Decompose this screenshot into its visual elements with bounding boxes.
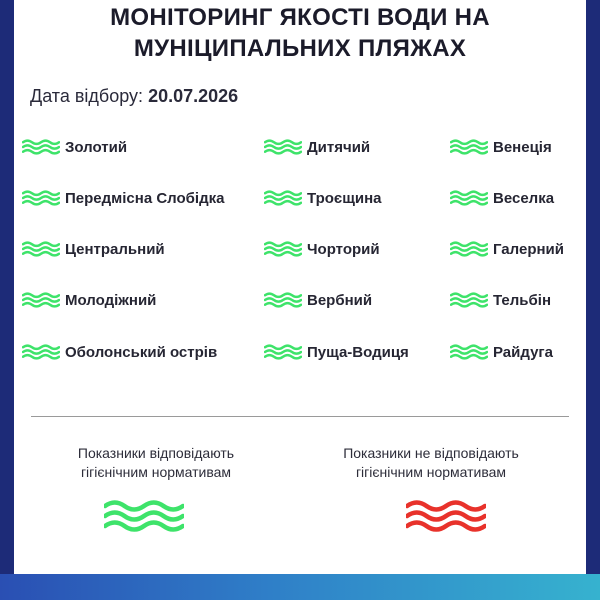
beach-name: Дитячий — [307, 138, 371, 156]
beach-name: Золотий — [65, 138, 128, 156]
legend-noncompliant-text — [296, 444, 566, 482]
beach-item — [450, 135, 552, 159]
green-water-waves-icon — [22, 342, 60, 362]
legend-compliant-line-2: гігієнічним нормативам — [80, 464, 232, 480]
beach-name: Райдуга — [493, 343, 554, 361]
beach-name: Центральний — [65, 240, 165, 258]
beach-name: Оболонський острів — [65, 343, 218, 361]
beach-item — [264, 135, 370, 159]
green-water-waves-icon — [264, 342, 302, 362]
green-water-waves-icon — [450, 290, 488, 310]
beach-name: Передмісна Слобідка — [65, 189, 225, 207]
monitoring-card — [14, 0, 586, 574]
beach-name: Вербний — [307, 291, 373, 309]
beach-item — [450, 340, 553, 364]
bottom-gradient-band — [0, 574, 600, 600]
legend-compliant-line-1: Показники відповідають — [77, 445, 235, 461]
red-water-waves-icon — [406, 496, 486, 536]
beach-name: Веселка — [493, 189, 555, 207]
beach-name: Венеція — [493, 138, 552, 156]
green-water-waves-icon — [22, 239, 60, 259]
beach-name: Троєщина — [307, 189, 382, 207]
beach-name: Чорторий — [307, 240, 380, 258]
beach-item — [22, 237, 165, 261]
green-water-waves-icon — [450, 239, 488, 259]
legend-compliant-text — [21, 444, 291, 482]
beach-item — [22, 288, 156, 312]
sampling-date — [30, 86, 238, 107]
beach-name: Галерний — [493, 240, 564, 258]
green-water-waves-icon — [264, 188, 302, 208]
green-water-waves-icon — [22, 188, 60, 208]
green-water-waves-icon — [22, 290, 60, 310]
beach-item — [22, 135, 127, 159]
green-water-waves-icon — [264, 137, 302, 157]
green-water-waves-icon — [104, 496, 184, 536]
beach-name: Молодіжний — [65, 291, 157, 309]
title-line-2: МУНІЦИПАЛЬНИХ ПЛЯЖАХ — [133, 35, 467, 62]
beach-name: Пуща-Водиця — [307, 343, 409, 361]
beach-item — [264, 237, 380, 261]
beach-item — [450, 288, 551, 312]
green-water-waves-icon — [450, 342, 488, 362]
beach-name: Тельбін — [493, 291, 552, 309]
green-water-waves-icon — [450, 188, 488, 208]
green-water-waves-icon — [264, 239, 302, 259]
left-frame — [0, 0, 14, 600]
divider — [31, 416, 569, 417]
beach-item — [22, 186, 224, 210]
legend-noncompliant-line-1: Показники не відповідають — [343, 445, 519, 461]
right-frame — [586, 0, 600, 600]
beach-item — [264, 288, 372, 312]
green-water-waves-icon — [264, 290, 302, 310]
legend-noncompliant-line-2: гігієнічним нормативам — [355, 464, 507, 480]
sampling-date-label: Дата відбору: — [30, 86, 144, 106]
beach-item — [450, 237, 564, 261]
beach-item — [264, 340, 409, 364]
page-title — [14, 2, 586, 64]
beach-item — [264, 186, 381, 210]
green-water-waves-icon — [22, 137, 60, 157]
green-water-waves-icon — [450, 137, 488, 157]
title-line-1: МОНІТОРИНГ ЯКОСТІ ВОДИ НА — [110, 4, 490, 31]
beach-item — [22, 340, 217, 364]
beach-item — [450, 186, 554, 210]
sampling-date-value: 20.07.2026 — [148, 86, 239, 106]
